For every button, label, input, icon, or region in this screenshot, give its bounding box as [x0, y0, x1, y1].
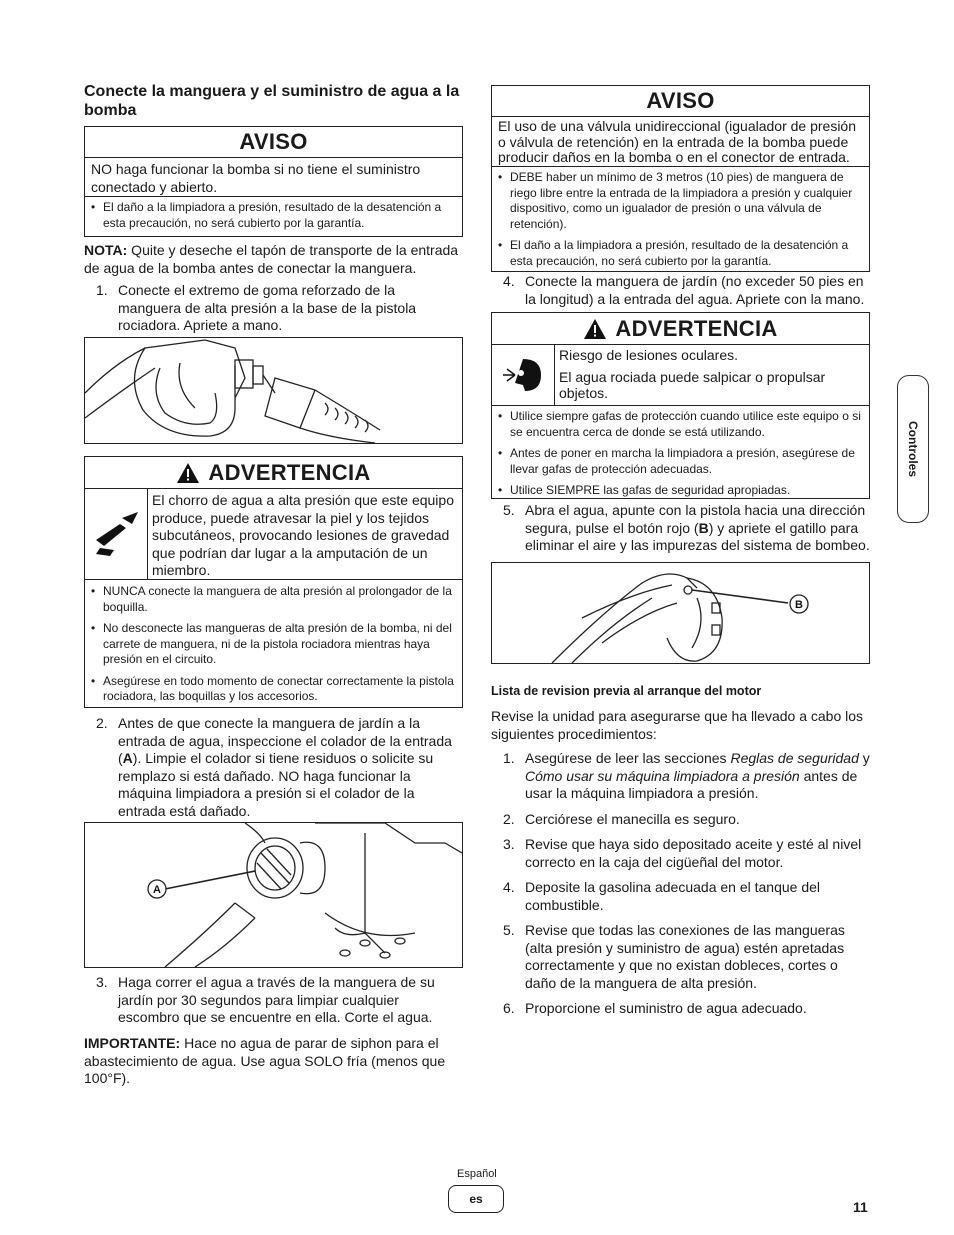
advertencia-text: Riesgo de lesiones oculares. El agua rociada puede salpicar o propulsar objetos.	[559, 347, 826, 401]
advertencia-box-2	[491, 312, 870, 499]
spray-gun-button-figure	[491, 562, 870, 664]
step-2: 2. Antes de que conecte la manguera de jardín a la entrada de agua, inspeccione el colador de la entrada (A). Limpie el colador si tiene residuos o solicite su remplazo si está dañado. NO haga funcionar la máquina limpiadora a presión si el colador de la entrada está dañado.	[96, 715, 452, 819]
list-item: 1. Asegúrese de leer las secciones Reglas de seguridad y Cómo usar su máquina limpiadora a presión antes de usar la máquina limpiadora a presión.	[503, 750, 870, 801]
section-tab-controles: Controles	[897, 375, 929, 523]
advertencia-bullets	[85, 580, 462, 709]
inlet-screen-figure	[84, 822, 463, 968]
nota-paragraph: NOTA: Quite y deseche el tapón de transporte de la entrada de agua de la bomba antes de conectar la manguera.	[84, 242, 459, 276]
importante-paragraph: IMPORTANTE: Hace no agua de parar de siphon para el abastecimiento de agua. Use agua SOLO fría (menos que 100°F).	[84, 1035, 446, 1086]
advertencia-header: ADVERTENCIA	[85, 457, 462, 489]
step-1: 1. Conecte el extremo de goma reforzado de la manguera de alta presión a la base de la pistola rociadora. Apriete a mano.	[96, 282, 417, 333]
step-4: 4. Conecte la manguera de jardín (no exceder 50 pies en la longitud) a la entrada del agua. Apriete con la mano.	[503, 273, 865, 307]
advertencia-box	[84, 456, 463, 708]
eye-injury-hazard-icon	[492, 345, 555, 405]
checklist	[503, 750, 870, 1018]
checklist-intro: Revise la unidad para asegurarse que ha llevado a cabo los siguientes procedimientos:	[491, 708, 864, 742]
aviso-box-2	[491, 85, 870, 272]
language-badge: es	[448, 1185, 504, 1213]
warning-icon	[583, 318, 607, 340]
list-item: • El daño a la limpiadora a presión, resultado de la desatención a esta precaución, no será cubierto por la garantía.	[91, 200, 456, 231]
aviso-bullets	[492, 167, 869, 273]
aviso-text: NO haga funcionar la bomba si no tiene el suministro conectado y abierto.	[85, 158, 462, 197]
skin-injection-hazard-icon	[85, 489, 148, 579]
aviso-bullets	[85, 197, 462, 235]
list-item: • Utilice SIEMPRE las gafas de seguridad apropiadas.	[498, 483, 863, 499]
checklist-heading: Lista de revision previa al arranque del motor	[491, 684, 762, 698]
list-item: • Antes de poner en marcha la limpiadora a presión, asegúrese de llevar gafas de protección adecuadas.	[498, 446, 863, 477]
aviso-text: El uso de una válvula unidireccional (igualador de presión o válvula de retención) en la entrada de la bomba puede producir daños en la bomba o en el conector de entrada.	[492, 117, 869, 167]
list-item: 3. Revise que haya sido depositado aceite y esté al nivel correcto en la caja del cigüeñal del motor.	[503, 836, 862, 870]
list-item: • Asegúrese en todo momento de conectar correctamente la pistola rociadora, las boquillas y los accesorios.	[91, 674, 456, 705]
callout-b: B	[795, 599, 803, 611]
list-item: 5. Revise que todas las conexiones de las mangueras (alta presión y suministro de agua) estén apretadas correctamente y que no existan dobleces, cortes o daño de la manguera de alta presión.	[503, 922, 845, 991]
list-item: • El daño a la limpiadora a presión, resultado de la desatención a esta precaución, no será cubierto por la garantía.	[498, 238, 863, 269]
list-item: • DEBE haber un mínimo de 3 metros (10 pies) de manguera de riego libre entre la entrada de la limpiadora a presión y cualquier dispositivo, como un igualador de presión o una válvula de retención).	[498, 170, 863, 232]
aviso-header: AVISO	[492, 86, 869, 117]
spray-gun-hose-figure	[84, 337, 463, 444]
callout-a: A	[153, 884, 161, 896]
section-heading: Conecte la manguera y el suministro de agua a la bomba	[84, 83, 460, 119]
page-number: 11	[853, 1199, 868, 1215]
footer-language: Español	[457, 1168, 497, 1180]
list-item: 4. Deposite la gasolina adecuada en el tanque del combustible.	[503, 879, 821, 913]
list-item: 2. Cerciórese el manecilla es seguro.	[503, 810, 740, 827]
advertencia-bullets	[492, 406, 869, 503]
warning-icon	[176, 462, 200, 484]
list-item: • Utilice siempre gafas de protección cuando utilice este equipo o si se encuentra cerca de donde se está utilizando.	[498, 409, 863, 440]
list-item: 6. Proporcione el suministro de agua adecuado.	[503, 1000, 807, 1016]
advertencia-header: ADVERTENCIA	[492, 313, 869, 345]
aviso-box	[84, 126, 463, 237]
list-item: • NUNCA conecte la manguera de alta presión al prolongador de la boquilla.	[91, 584, 456, 615]
step-5: 5. Abra el agua, apunte con la pistola hacia una dirección segura, pulse el botón rojo (B) y apriete el gatillo para eliminar el aire y las impurezas del sistema de bombeo.	[503, 502, 870, 553]
list-item: • No desconecte las mangueras de alta presión de la bomba, ni del carrete de manguera, ni de la pistola rociadora mientras haya presión en el circuito.	[91, 621, 456, 668]
aviso-header: AVISO	[85, 127, 462, 158]
step-3: 3. Haga correr el agua a través de la manguera de su jardín por 30 segundos para limpiar cualquier escombro que se encuentre en ella. Corte el agua.	[96, 974, 435, 1025]
advertencia-text: El chorro de agua a alta presión que este equipo produce, puede atravesar la piel y los tejidos subcutáneos, provocando lesiones de gravedad que podrían dar lugar a la amputación de un miembro.	[152, 492, 454, 578]
